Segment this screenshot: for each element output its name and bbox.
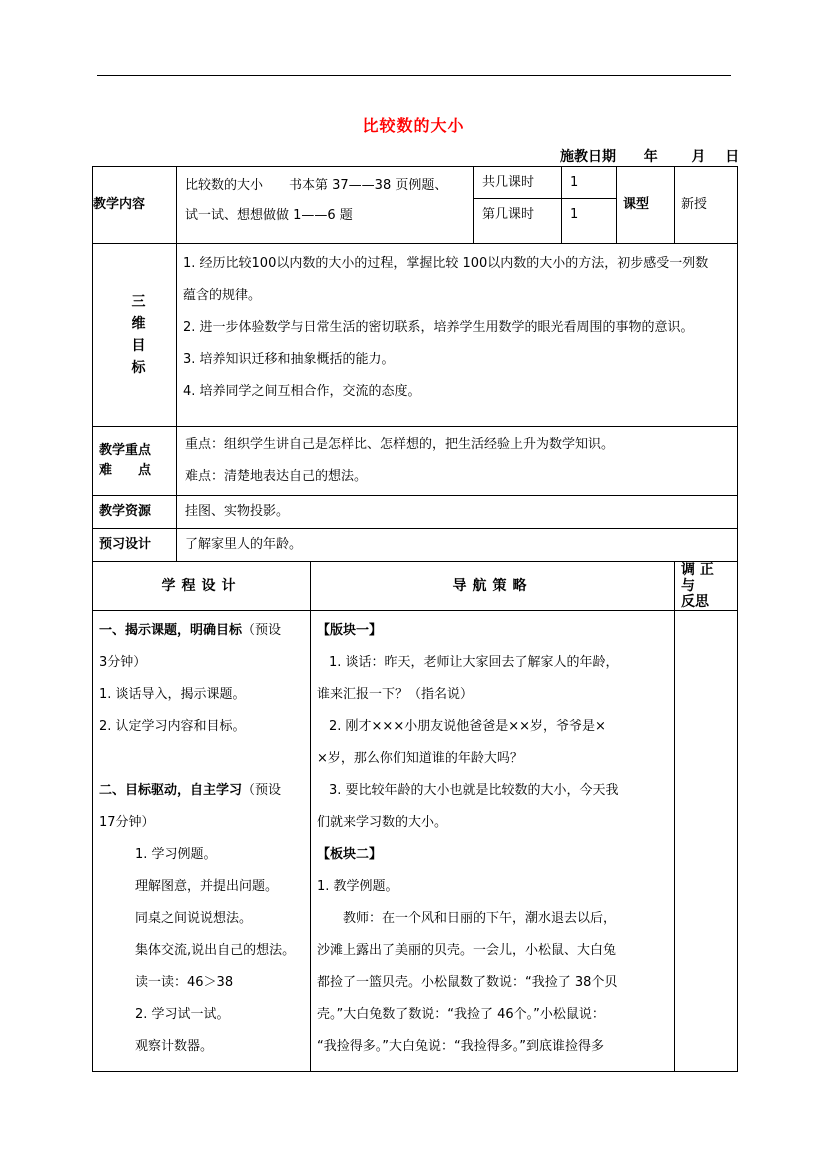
goal-item-1-cont: 蕴含的规律。 xyxy=(183,288,262,303)
block2-title: 【板块二】 xyxy=(317,847,383,862)
col-header-reflection: 调 正 与 反思 xyxy=(675,562,738,611)
content-text-line1: 比较数的大小 书本第 37——38 页例题、 xyxy=(185,178,448,193)
col-header-strategy: 导航策略 xyxy=(311,562,675,611)
goals-content xyxy=(177,244,738,427)
strategy-column xyxy=(311,611,675,1072)
section2-title: 二、目标驱动，自主学习 xyxy=(99,783,243,798)
hours-total-value: 1 xyxy=(570,175,579,190)
block1-p3-b: 们就来学习数的大小。 xyxy=(317,815,448,830)
block2-p2-e: “我捡得多。”大白兔说：“我捡得多。”到底谁捡得多 xyxy=(317,1039,604,1054)
lesson-type-label: 课型 xyxy=(617,167,675,244)
key-points-label: 教学重点 难 点 xyxy=(93,427,177,496)
lesson-plan-table xyxy=(92,166,738,1072)
block2-p2-a: 教师：在一个风和日丽的下午，潮水退去以后， xyxy=(343,911,617,926)
lesson-type-value: 新授 xyxy=(675,167,738,244)
goal-item-3: 3. 培养知识迁移和抽象概括的能力。 xyxy=(183,352,395,367)
preview-text: 了解家里人的年龄。 xyxy=(177,529,738,562)
goal-item-1: 1. 经历比较100以内数的大小的过程，掌握比较 100以内数的大小的方法，初步感受一列数 xyxy=(183,256,709,271)
block2-p2-b: 沙滩上露出了美丽的贝壳。一会儿，小松鼠、大白兔 xyxy=(317,943,617,958)
section2-item5: 读一读：46＞38 xyxy=(135,975,234,990)
section2-time-a: （预设 xyxy=(242,783,282,798)
header-rule xyxy=(97,75,731,76)
goal-item-4: 4. 培养同学之间互相合作，交流的态度。 xyxy=(183,384,421,399)
content-text-line2: 试一试、想想做做 1——6 题 xyxy=(185,208,353,223)
section1-time-b: 3分钟） xyxy=(99,655,147,670)
goals-label-cell xyxy=(93,244,177,427)
section2-item7: 观察计数器。 xyxy=(135,1039,214,1054)
block1-p3-a: 3. 要比较年龄的大小也就是比较数的大小，今天我 xyxy=(329,783,619,798)
resources-row xyxy=(93,496,738,529)
preview-label: 预习设计 xyxy=(93,529,177,562)
hours-which-value: 1 xyxy=(562,198,616,230)
date-label: 施教日期 xyxy=(560,149,616,165)
hours-total-label: 共几课时 xyxy=(482,175,535,190)
goals-label: 三 维 目 标 xyxy=(131,294,146,376)
preview-row xyxy=(93,529,738,562)
section1-item1: 1. 谈话导入，揭示课题。 xyxy=(99,687,246,702)
main-content-row xyxy=(93,611,738,1072)
section2-time-b: 17分钟） xyxy=(99,815,155,830)
resources-text: 挂图、实物投影。 xyxy=(177,496,738,529)
teaching-date-line xyxy=(560,146,739,166)
hours-labels xyxy=(474,167,562,244)
block2-p2-d: 壳。”大白兔数了数说：“我捡了 46个。”小松鼠说： xyxy=(317,1007,605,1022)
section2-item1: 1. 学习例题。 xyxy=(135,847,217,862)
col-header-process: 学程设计 xyxy=(93,562,311,611)
section2-item6: 2. 学习试一试。 xyxy=(135,1007,230,1022)
reflection-column xyxy=(675,611,738,1072)
block2-p1: 1. 教学例题。 xyxy=(317,879,399,894)
month-label: 月 xyxy=(691,149,706,165)
section2-item4: 集体交流,说出自己的想法。 xyxy=(135,943,296,958)
resources-label: 教学资源 xyxy=(93,496,177,529)
page-title: 比较数的大小 xyxy=(362,116,465,135)
block2-p2-c: 都捡了一篮贝壳。小松鼠数了数说：“我捡了 38个贝 xyxy=(317,975,618,990)
goal-item-2: 2. 进一步体验数学与日常生活的密切联系，培养学生用数学的眼光看周围的事物的意识。 xyxy=(183,320,694,335)
goals-row xyxy=(93,244,738,427)
content-label: 教学内容 xyxy=(93,167,177,244)
content-row xyxy=(93,167,738,244)
hours-which-label: 第几课时 xyxy=(474,198,561,230)
year-label: 年 xyxy=(643,149,658,165)
section1-time-a: （预设 xyxy=(242,623,282,638)
key-point-text: 重点：组织学生讲自己是怎样比、怎样想的，把生活经验上升为数学知识。 xyxy=(185,437,615,452)
hours-values xyxy=(562,167,617,244)
section2-item2: 理解图意，并提出问题。 xyxy=(135,879,279,894)
block1-p1-b: 谁来汇报一下？（指名说） xyxy=(317,687,474,702)
block1-title: 【版块一】 xyxy=(317,623,383,638)
process-column xyxy=(93,611,311,1072)
section1-item2: 2. 认定学习内容和目标。 xyxy=(99,719,246,734)
difficult-point-text: 难点：清楚地表达自己的想法。 xyxy=(185,469,368,484)
block1-p2-b: ×岁，那么你们知道谁的年龄大吗？ xyxy=(317,751,523,766)
section2-item3: 同桌之间说说想法。 xyxy=(135,911,253,926)
columns-header-row xyxy=(93,562,738,611)
key-points-content xyxy=(177,427,738,496)
key-points-row xyxy=(93,427,738,496)
block1-p1-a: 1. 谈话：昨天，老师让大家回去了解家人的年龄， xyxy=(329,655,619,670)
day-label: 日 xyxy=(725,149,740,165)
block1-p2-a: 2. 刚才×××小朋友说他爸爸是××岁，爷爷是× xyxy=(329,719,606,734)
section1-title: 一、揭示课题，明确目标 xyxy=(99,623,243,638)
content-text xyxy=(177,167,474,244)
